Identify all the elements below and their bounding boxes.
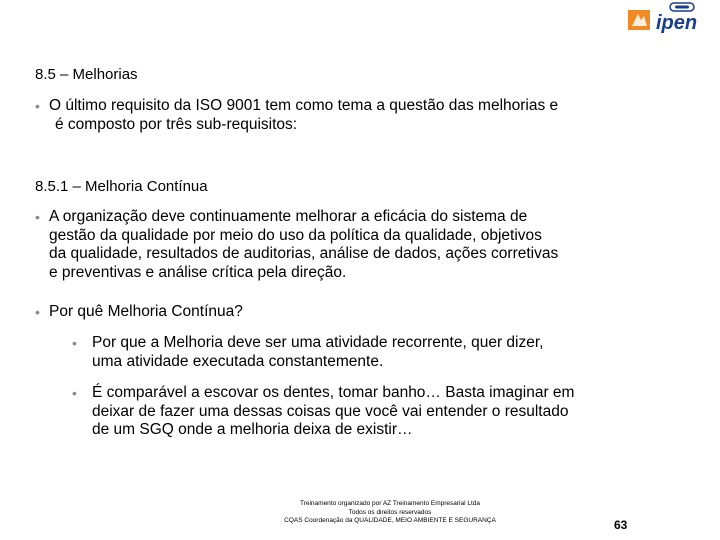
footer-line: Todos os direitos reservados (348, 508, 432, 516)
section-heading-melhorias: 8.5 – Melhorias (35, 66, 138, 83)
bullet-icon: • (72, 335, 77, 351)
bullet-line: deixar de fazer uma dessas coisas que você vai entender o resultado (92, 402, 569, 420)
bullet-line: e preventivas e análise crítica pela direção. (49, 263, 347, 281)
bullet-icon: • (35, 98, 40, 114)
sub-list-item (72, 334, 543, 371)
footer-line: CQAS Coordenação da QUALIDADE, MEIO AMBIENTE E SEGURANÇA (284, 517, 496, 524)
sub-list-item (72, 384, 574, 440)
bullet-line: Por quê Melhoria Contínua? (49, 303, 243, 320)
list-item (35, 303, 243, 322)
bullet-line: da qualidade, resultados de auditorias, análise de dados, ações corretivas (49, 245, 559, 262)
bullet-line: uma atividade executada constantemente. (92, 352, 384, 370)
bullet-line: É comparável a escovar os dentes, tomar banho… Basta imaginar em (92, 384, 575, 401)
bullet-icon: • (72, 385, 77, 401)
list-item (35, 208, 558, 282)
bullet-line: gestão da qualidade por meio do uso da política da qualidade, objetivos (49, 226, 542, 244)
list-item (35, 97, 558, 134)
bullet-line: é composto por três sub-requisitos: (55, 115, 298, 133)
bullet-line: de um SGQ onde a melhoria deixa de existir… (92, 421, 413, 438)
ipen-logo-icon (626, 2, 716, 34)
footer-line: Treinamento organizado por AZ Treinamento Empresarial Ltda (299, 500, 481, 507)
bullet-line: Por que a Melhoria deve ser uma atividade recorrente, quer dizer, (92, 334, 544, 351)
section-heading-melhoria-continua: 8.5.1 – Melhoria Contínua (35, 178, 208, 195)
page-number: 63 (614, 518, 628, 532)
bullet-icon: • (35, 209, 40, 225)
logo-text: ipen (656, 12, 698, 34)
bullet-icon: • (35, 304, 40, 320)
ipen-logo (626, 2, 716, 34)
bullet-line: A organização deve continuamente melhorar a eficácia do sistema de (49, 208, 528, 225)
bullet-line: O último requisito da ISO 9001 tem como tema a questão das melhorias e (49, 97, 559, 114)
footer (230, 500, 550, 526)
